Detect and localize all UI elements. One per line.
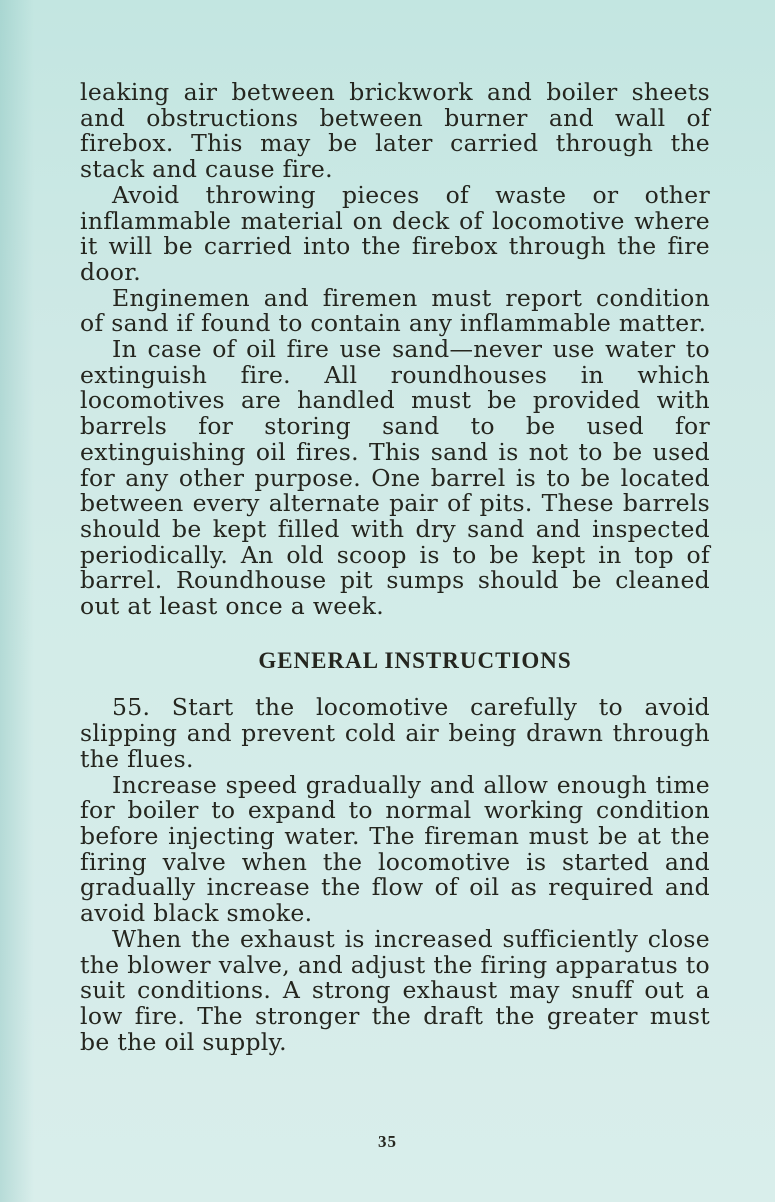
section-heading: GENERAL INSTRUCTIONS (258, 647, 572, 673)
paragraph-rule-55: 55. Start the locomotive carefully to avoid slipping and prevent cold air being drawn through the flues. (80, 693, 710, 773)
paragraph-exhaust: When the exhaust is increased sufficiently close the blower valve, and adjust the firing apparatus to suit conditions. A strong exhaust may snuff out a low fire. The stronger the draft the greater must be the oil supply. (80, 924, 710, 1056)
paragraph-waste-material: Avoid throwing pieces of waste or other inflammable material on deck of locomotive where it will be carried into the firebox through the fire door. (80, 180, 710, 286)
page-edge-shading (0, 0, 34, 1202)
paragraph-continued: leaking air between brickwork and boiler sheets and obstructions between burner and wall of firebox. This may be later carried through the stack and cause fire. (80, 78, 710, 184)
paragraph-increase-speed: Increase speed gradually and allow enough time for boiler to expand to normal working condition before injecting water. The fireman must be at the firing valve when the locomotive is started and gradually increase the flow of oil as required and avoid black smoke. (80, 770, 710, 928)
page-number: 35 (378, 1132, 397, 1151)
paragraph-oil-fire: In case of oil fire use sand—never use water to extinguish fire. All roundhouses in which locomotives are handled must be provided with barrels for storing sand to be used for extinguishing oil fires. This sand is not to be used for any other purpose. One barrel is to be located between every alternate pair of pits. These barrels should be kept filled with dry sand and inspected periodically. An old scoop is to be kept in top of barrel. Roundhouse pit sumps should be cleaned out at least once a week. (80, 335, 710, 621)
paragraph-sand-condition: Enginemen and firemen must report condition of sand if found to contain any inflammable matter. (80, 283, 710, 338)
page-text-block (80, 80, 710, 1055)
